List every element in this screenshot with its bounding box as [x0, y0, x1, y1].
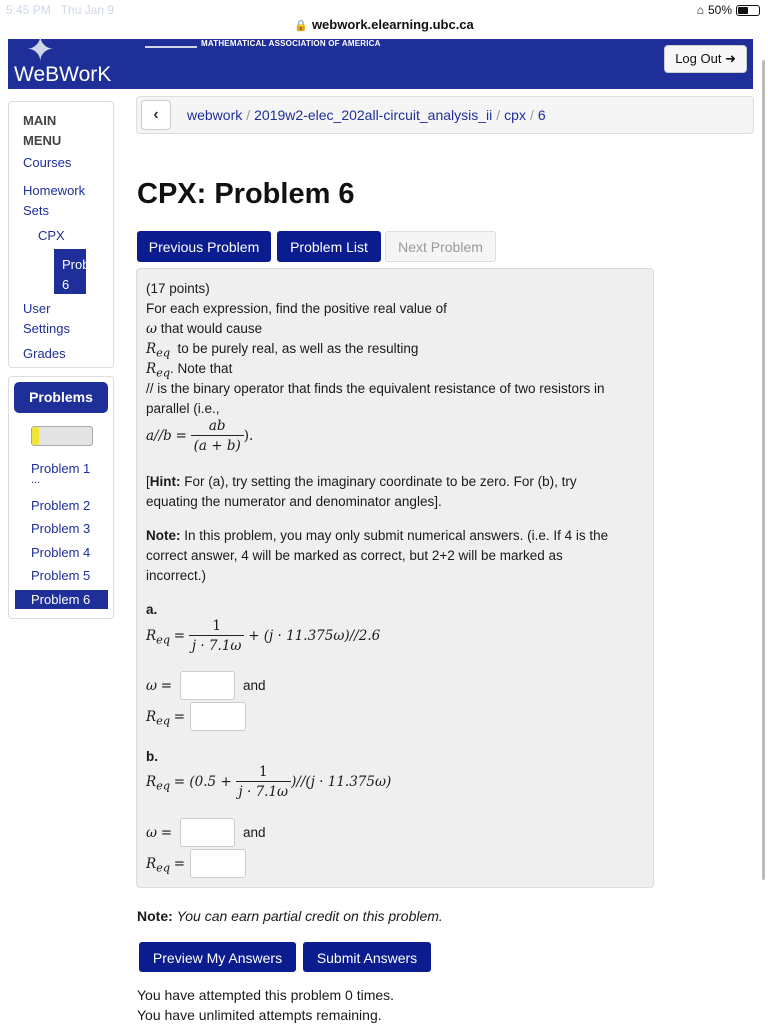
attempts-count: You have attempted this problem 0 times. [137, 987, 395, 1003]
progress-fill [32, 427, 39, 445]
part-a-omega-input[interactable] [180, 671, 235, 700]
lock-icon: 🔒 [294, 20, 308, 32]
sidebar-item-courses[interactable]: Courses [23, 155, 72, 170]
part-b-omega-label: ω = [146, 825, 173, 841]
page-title: CPX: Problem 6 [137, 178, 355, 210]
problems-panel [8, 376, 114, 619]
problem-intro: For each expression, find the positive real value of [146, 301, 447, 316]
parallel-formula: a//b = $\frac{ab}{(a + b)}$ ). [146, 418, 254, 454]
problem-req-line: $R_{eq}$ to be purely real, as well as the resulting [146, 341, 419, 360]
sidebar-item-homework-sets[interactable]: Homework Sets [23, 183, 86, 218]
sidebar-item-grades[interactable]: Grades [23, 346, 66, 361]
problem-link-5[interactable]: Problem 5 [31, 568, 91, 583]
problem-parallel: // is the binary operator that finds the equivalent resistance of two resistors in [146, 381, 605, 396]
breadcrumb-links: webwork / 2019w2-elec_202all-circuit_analysis_ii / cpx / 6 [187, 107, 546, 123]
part-b-expression: $R_{eq} = (0.5$ + $\frac{1}{j \cdot 7.1\omega}$ )//(j · 11.375ω) [146, 764, 392, 800]
back-button[interactable] [141, 100, 171, 130]
problem-points: (17 points) [146, 281, 210, 296]
logout-icon: ➜ [725, 51, 736, 66]
part-a-omega-label: ω = [146, 678, 173, 694]
part-a-req-input[interactable] [190, 702, 246, 731]
note-line-3: incorrect.) [146, 568, 207, 583]
wifi-icon: ⌂ [696, 3, 704, 17]
site-header [8, 31, 753, 89]
main-menu-title: MAIN MENU [23, 113, 62, 148]
webwork-star-icon: ✦ [26, 31, 55, 69]
hint-line-1: [Hint: For (a), try setting the imaginary coordinate to be zero. For (b), try [146, 474, 577, 489]
breadcrumb-set[interactable]: cpx [504, 107, 526, 123]
part-a-label: a. [146, 602, 158, 617]
problem-link-3[interactable]: Problem 3 [31, 521, 91, 536]
problem-link-6[interactable]: Problem 6 [15, 590, 108, 609]
problem-link-1[interactable]: Problem 1 [31, 461, 91, 476]
problem-note-that: $R_{eq}$. Note that [146, 361, 233, 380]
note-line-2: correct answer, 4 will be marked as correct, but 2+2 will be marked as [146, 548, 563, 563]
chevron-left-icon: ‹ [153, 106, 159, 123]
sidebar-item-cpx[interactable]: CPX [38, 228, 65, 243]
maa-logo [145, 40, 197, 48]
part-b-req-label: $R_{eq}$ = [146, 856, 186, 875]
part-a-and: and [243, 678, 266, 693]
partial-credit-note: Note: You can earn partial credit on this problem. [137, 908, 443, 924]
sidebar-item-user-settings[interactable]: User Settings [23, 301, 70, 336]
next-problem-button: Next Problem [385, 231, 496, 262]
preview-answers-button[interactable]: Preview My Answers [139, 942, 296, 972]
status-time: 5:45 PM Thu Jan 9 [6, 3, 115, 17]
breadcrumb-course[interactable]: 2019w2-elec_202all-circuit_analysis_ii [254, 107, 493, 123]
part-b-omega-input[interactable] [180, 818, 235, 847]
problem-link-4[interactable]: Problem 4 [31, 545, 91, 560]
problem-parallel-2: parallel (i.e., [146, 401, 220, 416]
breadcrumb-problem: 6 [537, 107, 546, 123]
breadcrumb-webwork[interactable]: webwork [187, 107, 243, 123]
logout-button[interactable]: Log Out ➜ [664, 45, 747, 73]
page-scrollbar[interactable] [762, 60, 765, 880]
problems-title: Problems [14, 382, 108, 413]
problem-list-button[interactable]: Problem List [277, 231, 381, 262]
part-b-and: and [243, 825, 266, 840]
main-menu [8, 101, 114, 368]
url-bar[interactable]: 🔒 webwork.elearning.ubc.ca [294, 17, 474, 32]
battery-indicator: ⌂ 50% [697, 3, 760, 17]
hint-line-2: equating the numerator and denominator angles]. [146, 494, 442, 509]
battery-icon [736, 5, 760, 16]
sidebar-item-problem-6[interactable]: Probl 6 [54, 249, 86, 294]
problem-list-ellipsis: ... [31, 474, 41, 486]
part-a-expression: $R_{eq}$ = $\frac{1}{j \cdot 7.1\omega}$ + (j · 11.375ω)//2.6 [146, 618, 381, 654]
previous-problem-button[interactable]: Previous Problem [137, 231, 271, 262]
webwork-logo[interactable]: WeBWorK [14, 63, 112, 86]
part-b-label: b. [146, 749, 158, 764]
breadcrumb [136, 96, 754, 134]
submit-answers-button[interactable]: Submit Answers [303, 942, 431, 972]
part-b-req-input[interactable] [190, 849, 246, 878]
progress-bar [31, 426, 93, 446]
attempts-remaining: You have unlimited attempts remaining. [137, 1007, 382, 1023]
maa-banner: MATHEMATICAL ASSOCIATION OF AMERICA [145, 39, 381, 48]
problem-link-2[interactable]: Problem 2 [31, 498, 91, 513]
problem-body [136, 268, 654, 888]
note-line-1: Note: In this problem, you may only submit numerical answers. (i.e. If 4 is the [146, 528, 609, 543]
part-a-req-label: $R_{eq}$ = [146, 709, 186, 728]
problem-omega-line: ω that would cause [146, 321, 263, 337]
